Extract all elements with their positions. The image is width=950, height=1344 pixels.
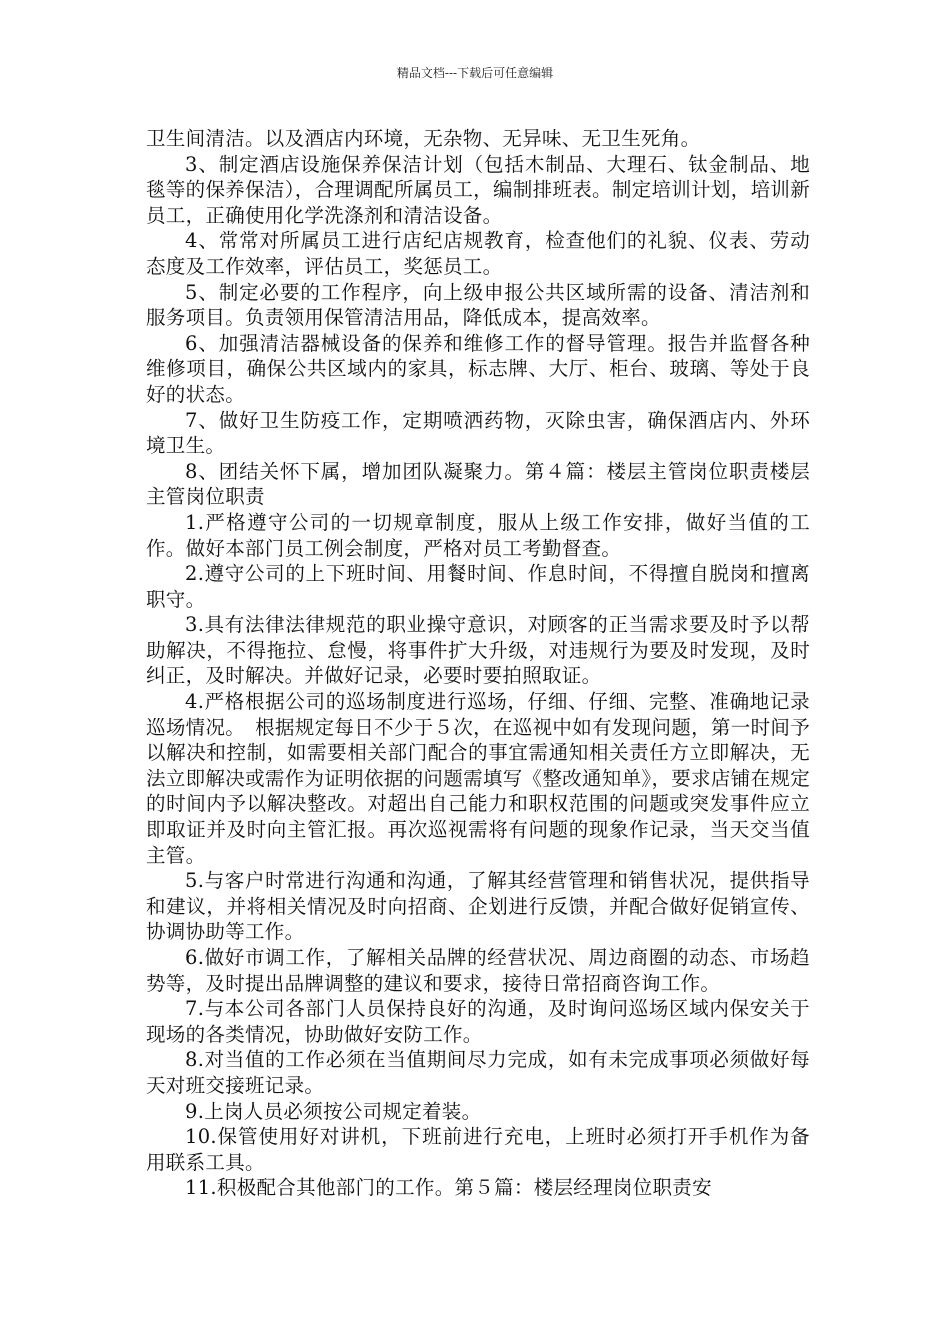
paragraph: 8.对当值的工作必须在当值期间尽力完成，如有未完成事项必须做好每天对班交接班记录。: [146, 1048, 810, 1097]
document-body: [146, 126, 810, 1201]
paragraph: 7.与本公司各部门人员保持良好的沟通，及时询问巡场区域内保安关于现场的各类情况，协助做好安防工作。: [146, 997, 810, 1046]
page-header: 精品文档---下载后可任意编辑: [396, 66, 554, 80]
paragraph: 9.上岗人员必须按公司规定着装。: [185, 1099, 482, 1123]
paragraph: 6、加强清洁器械设备的保养和维修工作的督导管理。报告并监督各种维修项目，确保公共区域内的家具，标志牌、大厅、柜台、玻璃、等处于良好的状态。: [146, 331, 810, 406]
paragraph: 10.保管使用好对讲机，下班前进行充电，上班时必须打开手机作为备用联系工具。: [146, 1125, 810, 1174]
paragraph: 5、制定必要的工作程序，向上级申报公共区域所需的设备、清洁剂和服务项目。负责领用保管清洁用品，降低成本，提高效率。: [146, 280, 810, 330]
paragraph: 4.严格根据公司的巡场制度进行巡场，仔细、仔细、完整、准确地记录巡场情况。 根据规定每日不少于５次，在巡视中如有发现问题，第一时间予以解决和控制，如需要相关部门配合的事宜需通知相关责任方立即解决，无法立即解决或需作为证明依据的问题需填写《整改通知单》，要求店铺在规定的时间内予以解决整改。对超出自己能力和职权范围的问题或突发事件应立即取证并及时向主管汇报。再次巡视需将有问题的现象作记录，当天交当值主管。: [146, 690, 810, 867]
paragraph: 5.与客户时常进行沟通和沟通，了解其经营管理和销售状况，提供指导和建议，并将相关情况及时向招商、企划进行反馈，并配合做好促销宣传、协调协助等工作。: [146, 869, 810, 944]
paragraph: 3、制定酒店设施保养保洁计划（包括木制品、大理石、钛金制品、地毯等的保养保洁），合理调配所属员工，编制排班表。制定培训计划，培训新员工，正确使用化学洗涤剂和清洁设备。: [146, 152, 810, 227]
paragraph: 11.积极配合其他部门的工作。第５篇：楼层经理岗位职责安: [185, 1176, 712, 1200]
paragraph: 1.严格遵守公司的一切规章制度，服从上级工作安排，做好当值的工作。做好本部门员工例会制度，严格对员工考勤督查。: [146, 510, 810, 560]
paragraph: 8、团结关怀下属，增加团队凝聚力。第４篇：楼层主管岗位职责楼层主管岗位职责: [146, 459, 810, 509]
paragraph: 卫生间清洁。以及酒店内环境，无杂物、无异味、无卫生死角。: [146, 127, 701, 150]
paragraph: 6.做好市调工作，了解相关品牌的经营状况、周边商圈的动态、市场趋势等，及时提出品牌调整的建议和要求，接待日常招商咨询工作。: [146, 946, 810, 995]
paragraph: 2.遵守公司的上下班时间、用餐时间、作息时间，不得擅自脱岗和擅离职守。: [146, 562, 810, 611]
paragraph: 7、做好卫生防疫工作，定期喷洒药物，灭除虫害，确保酒店内、外环境卫生。: [146, 408, 810, 458]
paragraph: 4、常常对所属员工进行店纪店规教育，检查他们的礼貌、仪表、劳动态度及工作效率，评估员工，奖惩员工。: [146, 229, 810, 278]
paragraph: 3.具有法律法律规范的职业操守意识，对顾客的正当需求要及时予以帮助解决，不得拖拉、怠慢，将事件扩大升级，对违规行为要及时发现，及时纠正，及时解决。并做好记录，必要时要拍照取证。: [146, 613, 810, 688]
